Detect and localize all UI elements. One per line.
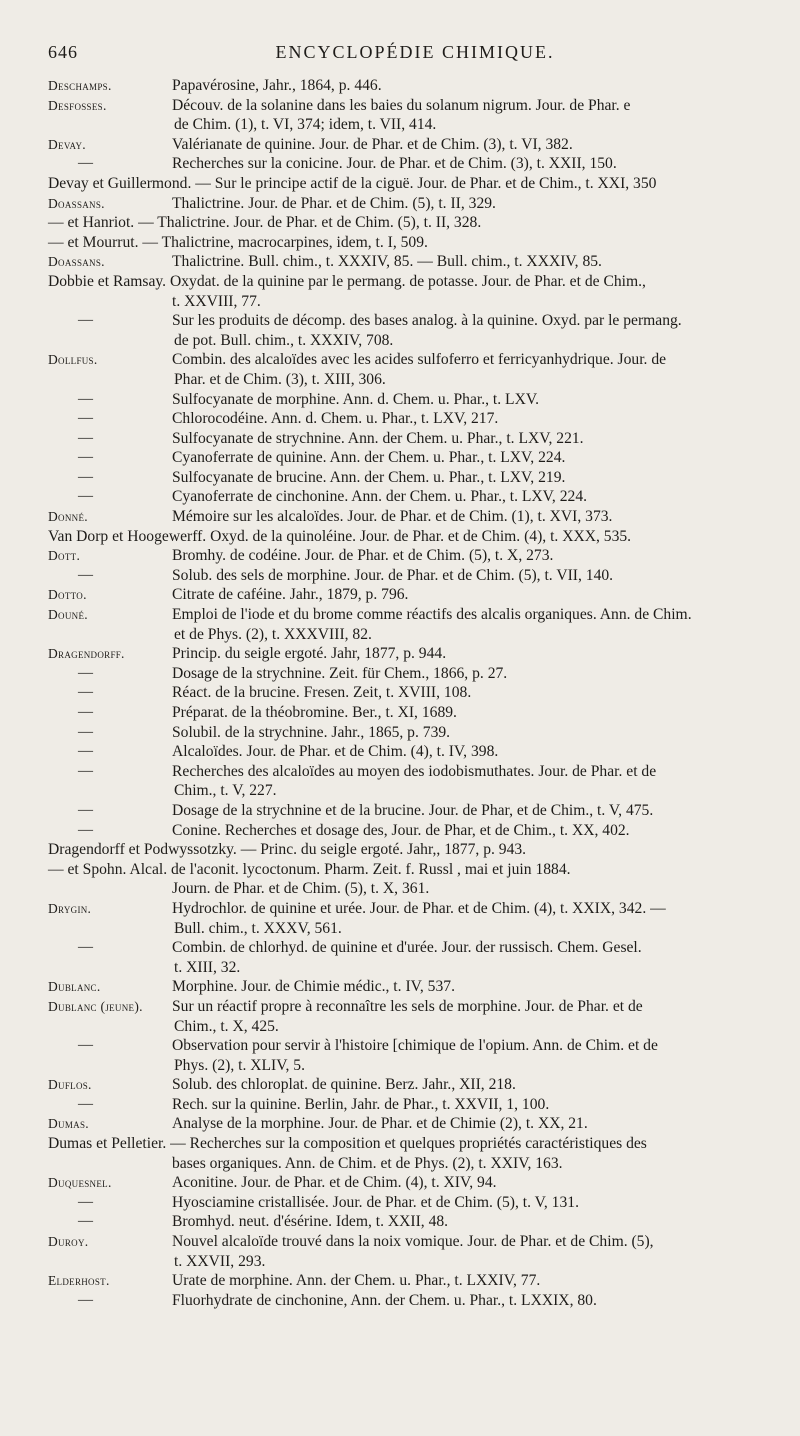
entry-author: —: [78, 801, 94, 818]
bibliography-entry: [48, 1173, 786, 1193]
entry-author: —: [78, 390, 94, 407]
entry-text: [172, 194, 786, 214]
entry-text: [172, 1193, 786, 1213]
entry-line: Combin. de chlorhyd. de quinine et d'urée. Jour. der russisch. Chem. Gesel.: [172, 939, 642, 957]
entry-author: —: [78, 312, 94, 329]
entry-author: Dott.: [48, 548, 81, 564]
bibliography-entry: [48, 762, 786, 801]
bibliography-entry: [48, 977, 786, 997]
entry-text: [172, 742, 786, 762]
entry-text: [172, 1114, 786, 1134]
entry-line: Solub. des sels de morphine. Jour. de Phar. et de Chim. (5), t. VII, 140.: [172, 566, 614, 584]
entry-line: Bromhyd. neut. d'ésérine. Idem, t. XXII, 48.: [172, 1213, 449, 1231]
entry-line: Urate de morphine. Ann. der Chem. u. Phar., t. LXXIV, 77.: [172, 1272, 541, 1290]
entry-line: Nouvel alcaloïde trouvé dans la noix vomique. Jour. de Phar. et de Chim. (5),: [172, 1233, 654, 1251]
entry-line: Citrate de caféine. Jahr., 1879, p. 796.: [172, 586, 409, 604]
entry-author: —: [78, 1095, 94, 1112]
entry-line: bases organiques. Ann. de Chim. et de Phys. (2), t. XXIV, 163.: [172, 1154, 563, 1172]
entry-author: Doassans.: [48, 195, 105, 211]
entry-line: Bull. chim., t. XXXV, 561.: [174, 919, 342, 937]
bibliography-entry: [48, 213, 786, 233]
entry-line: Devay et Guillermond. — Sur le principe actif de la ciguë. Jour. de Phar. et de Chim., t. XXI, 350: [48, 174, 657, 192]
entry-text: [172, 507, 786, 527]
entry-line: Conine. Recherches et dosage des, Jour. de Phar, et de Chim., t. XX, 402.: [172, 821, 630, 839]
bibliography-list: [48, 76, 786, 1310]
entry-author: —: [78, 704, 94, 720]
entry-line: Préparat. de la théobromine. Ber., t. XI, 1689.: [172, 704, 457, 721]
entry-author: Dragendorff.: [48, 646, 125, 662]
entry-line: Cyanoferrate de cinchonine. Ann. der Chem. u. Phar., t. LXV, 224.: [172, 488, 588, 506]
entry-text: [48, 174, 786, 194]
entry-line: Sulfocyanate de strychnine. Ann. der Chem. u. Phar., t. LXV, 221.: [172, 429, 584, 447]
bibliography-entry: [48, 409, 786, 429]
entry-author: —: [78, 821, 94, 838]
entry-author: Drygin.: [48, 900, 92, 916]
entry-text: [172, 429, 786, 449]
entry-line: Princip. du seigle ergoté. Jahr, 1877, p. 944.: [172, 645, 447, 663]
entry-author: —: [78, 1291, 94, 1308]
bibliography-entry: [48, 1134, 786, 1173]
bibliography-entry: [48, 703, 786, 723]
entry-line: Cyanoferrate de quinine. Ann. der Chem. u. Phar., t. LXV, 224.: [172, 449, 566, 467]
entry-line: Thalictrine. Jour. de Phar. et de Chim. (5), t. II, 329.: [172, 194, 496, 212]
entry-author: —: [78, 684, 94, 701]
entry-text: [172, 154, 786, 174]
entry-author: —: [78, 743, 94, 760]
bibliography-entry: [48, 429, 786, 449]
bibliography-entry: [48, 821, 786, 841]
entry-line: Morphine. Jour. de Chimie médic., t. IV, 537.: [172, 978, 455, 996]
bibliography-entry: [48, 135, 786, 155]
entry-text: [172, 390, 786, 410]
entry-text: [172, 801, 786, 821]
entry-line: Observation pour servir à l'histoire [chimique de l'opium. Ann. de Chim. et de: [172, 1037, 658, 1055]
entry-text: [172, 1173, 786, 1193]
entry-line: Fluorhydrate de cinchonine, Ann. der Chem. u. Phar., t. LXXIX, 80.: [172, 1291, 597, 1309]
entry-line: Sulfocyanate de brucine. Ann. der Chem. u. Phar., t. LXV, 219.: [172, 468, 566, 486]
bibliography-entry: [48, 605, 786, 644]
entry-text: [172, 821, 786, 841]
entry-text: [172, 96, 786, 135]
entry-line: Chim., t. X, 425.: [174, 1017, 279, 1035]
entry-text: [172, 448, 786, 468]
bibliography-entry: [48, 1212, 786, 1232]
entry-line: Journ. de Phar. et de Chim. (5), t. X, 361.: [172, 880, 430, 898]
bibliography-entry: [48, 997, 786, 1036]
entry-line: — et Spohn. Alcal. de l'aconit. lycoctonum. Pharm. Zeit. f. Russl , mai et juin 1884.: [48, 860, 571, 878]
bibliography-entry: [48, 1271, 786, 1291]
page-number: 646: [48, 42, 78, 62]
entry-author: Desfosses.: [48, 97, 107, 113]
bibliography-entry: [48, 840, 786, 860]
running-title: ENCYCLOPÉDIE CHIMIQUE.: [275, 42, 555, 62]
entry-text: [172, 644, 786, 664]
bibliography-entry: [48, 174, 786, 194]
bibliography-entry: [48, 96, 786, 135]
entry-line: Combin. des alcaloïdes avec les acides sulfoferro et ferricyanhydrique. Jour. de: [172, 351, 667, 369]
bibliography-entry: [48, 76, 786, 96]
entry-line: Thalictrine. Bull. chim., t. XXXIV, 85. — Bull. chim., t. XXXIV, 85.: [172, 253, 602, 271]
entry-author: —: [78, 939, 94, 956]
entry-author: —: [78, 488, 94, 505]
entry-text: [48, 233, 786, 253]
bibliography-entry: [48, 723, 786, 743]
entry-text: [48, 1134, 786, 1173]
bibliography-entry: [48, 448, 786, 468]
entry-author: —: [78, 723, 94, 740]
entry-text: [48, 840, 786, 860]
entry-text: [172, 546, 786, 566]
bibliography-entry: [48, 644, 786, 664]
entry-text: [48, 213, 786, 233]
bibliography-entry: [48, 1036, 786, 1075]
entry-author: —: [78, 468, 94, 485]
bibliography-entry: [48, 194, 786, 214]
entry-text: [48, 272, 786, 311]
bibliography-entry: [48, 311, 786, 350]
entry-text: [172, 703, 786, 723]
entry-text: [172, 938, 786, 977]
entry-author: Dublanc (jeune).: [48, 998, 143, 1014]
entry-author: Duflos.: [48, 1077, 92, 1093]
bibliography-entry: [48, 742, 786, 762]
bibliography-entry: [48, 664, 786, 684]
entry-line: Chim., t. V, 227.: [174, 782, 277, 800]
entry-line: Analyse de la morphine. Jour. de Phar. et de Chimie (2), t. XX, 21.: [172, 1115, 588, 1133]
entry-author: Doassans.: [48, 254, 105, 270]
entry-line: Papavérosine, Jahr., 1864, p. 446.: [172, 77, 382, 94]
entry-text: [172, 899, 786, 938]
bibliography-entry: [48, 507, 786, 527]
bibliography-entry: [48, 272, 786, 311]
entry-author: Dollfus.: [48, 352, 98, 368]
bibliography-entry: [48, 1232, 786, 1271]
entry-text: [172, 1075, 786, 1095]
entry-line: de Chim. (1), t. VI, 374; idem, t. VII, 414.: [174, 116, 437, 134]
entry-text: [172, 997, 786, 1036]
entry-author: Dumas.: [48, 1116, 89, 1132]
entry-author: Duquesnel.: [48, 1175, 112, 1191]
entry-line: de pot. Bull. chim., t. XXXIV, 708.: [174, 331, 394, 349]
entry-line: Hyosciamine cristallisée. Jour. de Phar. et de Chim. (5), t. V, 131.: [172, 1193, 579, 1211]
entry-line: Recherches sur la conicine. Jour. de Phar. et de Chim. (3), t. XXII, 150.: [172, 155, 617, 173]
entry-line: Rech. sur la quinine. Berlin, Jahr. de Phar., t. XXVII, 1, 100.: [172, 1095, 550, 1113]
entry-line: Mémoire sur les alcaloïdes. Jour. de Phar. et de Chim. (1), t. XVI, 373.: [172, 508, 613, 526]
entry-text: [172, 409, 786, 429]
entry-line: Emploi de l'iode et du brome comme réactifs des alcalis organiques. Ann. de Chim.: [172, 606, 692, 624]
entry-text: [172, 468, 786, 488]
entry-text: [172, 566, 786, 586]
entry-line: Valérianate de quinine. Jour. de Phar. et de Chim. (3), t. VI, 382.: [172, 135, 573, 153]
entry-text: [172, 311, 786, 350]
entry-text: [172, 977, 786, 997]
entry-author: Dublanc.: [48, 979, 101, 995]
bibliography-entry: [48, 938, 786, 977]
entry-line: et de Phys. (2), t. XXXVIII, 82.: [174, 625, 372, 643]
entry-author: —: [78, 566, 94, 583]
bibliography-entry: [48, 468, 786, 488]
entry-author: Devay.: [48, 136, 86, 152]
bibliography-entry: [48, 350, 786, 389]
bibliography-entry: [48, 546, 786, 566]
entry-text: [172, 585, 786, 605]
entry-text: [172, 683, 786, 703]
entry-line: Van Dorp et Hoogewerff. Oxyd. de la quinoléine. Jour. de Phar. et de Chim. (4), t. XXX, 535.: [48, 527, 632, 545]
entry-line: Phar. et de Chim. (3), t. XIII, 306.: [174, 370, 386, 388]
bibliography-entry: [48, 1075, 786, 1095]
entry-line: Dosage de la strychnine. Zeit. für Chem., 1866, p. 27.: [172, 664, 508, 682]
entry-line: — et Hanriot. — Thalictrine. Jour. de Phar. et de Chim. (5), t. II, 328.: [48, 214, 482, 232]
entry-author: —: [78, 429, 94, 446]
entry-line: Bromhy. de codéine. Jour. de Phar. et de Chim. (5), t. X, 273.: [172, 547, 554, 565]
entry-line: Phys. (2), t. XLIV, 5.: [174, 1056, 305, 1074]
entry-author: —: [78, 762, 94, 779]
entry-line: Dumas et Pelletier. — Recherches sur la composition et quelques propriétés caractéristiques des: [48, 1135, 647, 1153]
entry-author: Dotto.: [48, 587, 87, 603]
bibliography-entry: [48, 233, 786, 253]
entry-line: — et Mourrut. — Thalictrine, macrocarpines, idem, t. I, 509.: [48, 233, 428, 251]
page-header: [48, 42, 782, 72]
bibliography-entry: [48, 1193, 786, 1213]
entry-text: [172, 1271, 786, 1291]
entry-text: [172, 664, 786, 684]
entry-line: t. XXVIII, 77.: [172, 292, 261, 310]
entry-author: —: [78, 155, 94, 172]
entry-line: Dragendorff et Podwyssotzky. — Princ. du seigle ergoté. Jahr,, 1877, p. 943.: [48, 841, 527, 859]
bibliography-entry: [48, 899, 786, 938]
entry-text: [172, 76, 786, 96]
entry-text: [172, 1291, 786, 1311]
entry-line: Dobbie et Ramsay. Oxydat. de la quinine par le permang. de potasse. Jour. de Phar. et de Chim.,: [48, 272, 646, 290]
entry-line: Solub. des chloroplat. de quinine. Berz. Jahr., XII, 218.: [172, 1076, 516, 1094]
entry-author: Donné.: [48, 509, 88, 525]
bibliography-entry: [48, 390, 786, 410]
entry-author: —: [78, 664, 94, 681]
entry-line: Réact. de la brucine. Fresen. Zeit, t. XVIII, 108.: [172, 684, 472, 702]
entry-line: Sulfocyanate de morphine. Ann. d. Chem. u. Phar., t. LXV.: [172, 390, 539, 408]
entry-text: [48, 527, 786, 547]
entry-text: [172, 350, 786, 389]
entry-line: t. XIII, 32.: [174, 958, 241, 976]
entry-author: Deschamps.: [48, 78, 112, 93]
bibliography-entry: [48, 683, 786, 703]
entry-text: [172, 1036, 786, 1075]
entry-text: [172, 487, 786, 507]
entry-line: Sur les produits de décomp. des bases analog. à la quinine. Oxyd. par le permang.: [172, 312, 682, 330]
bibliography-entry: [48, 585, 786, 605]
entry-line: Sur un réactif propre à reconnaître les sels de morphine. Jour. de Phar. et de: [172, 997, 643, 1015]
entry-text: [172, 252, 786, 272]
entry-text: [172, 1095, 786, 1115]
entry-line: t. XXVII, 293.: [174, 1252, 266, 1270]
bibliography-entry: [48, 487, 786, 507]
entry-line: Solubil. de la strychnine. Jahr., 1865, p. 739.: [172, 723, 451, 741]
entry-text: [172, 605, 786, 644]
entry-text: [172, 762, 786, 801]
bibliography-entry: [48, 154, 786, 174]
entry-text: [172, 723, 786, 743]
entry-author: —: [78, 449, 94, 466]
bibliography-entry: [48, 566, 786, 586]
bibliography-entry: [48, 801, 786, 821]
entry-author: Duroy.: [48, 1234, 89, 1250]
bibliography-entry: [48, 1095, 786, 1115]
entry-text: [172, 1232, 786, 1271]
entry-author: —: [78, 1037, 94, 1054]
entry-text: [172, 1212, 786, 1232]
entry-line: Hydrochlor. de quinine et urée. Jour. de Phar. et de Chim. (4), t. XXIX, 342. —: [172, 899, 666, 917]
entry-author: —: [78, 1193, 94, 1210]
bibliography-entry: [48, 1114, 786, 1134]
bibliography-entry: [48, 1291, 786, 1311]
entry-line: Alcaloïdes. Jour. de Phar. et de Chim. (4), t. IV, 398.: [172, 743, 499, 761]
entry-line: Chlorocodéine. Ann. d. Chem. u. Phar., t. LXV, 217.: [172, 410, 499, 428]
bibliography-entry: [48, 252, 786, 272]
entry-author: —: [78, 410, 94, 427]
entry-author: —: [78, 1213, 94, 1230]
entry-text: [172, 135, 786, 155]
entry-author: Elderhost.: [48, 1273, 110, 1289]
entry-line: Découv. de la solanine dans les baies du solanum nigrum. Jour. de Phar. e: [172, 96, 631, 114]
bibliography-entry: [48, 527, 786, 547]
entry-line: Dosage de la strychnine et de la brucine. Jour. de Phar, et de Chim., t. V, 475.: [172, 801, 654, 819]
entry-line: Recherches des alcaloïdes au moyen des iodobismuthates. Jour. de Phar. et de: [172, 762, 657, 780]
entry-author: Douné.: [48, 607, 88, 623]
entry-text: [48, 860, 786, 899]
entry-line: Aconitine. Jour. de Phar. et de Chim. (4), t. XIV, 94.: [172, 1174, 497, 1192]
bibliography-entry: [48, 860, 786, 899]
